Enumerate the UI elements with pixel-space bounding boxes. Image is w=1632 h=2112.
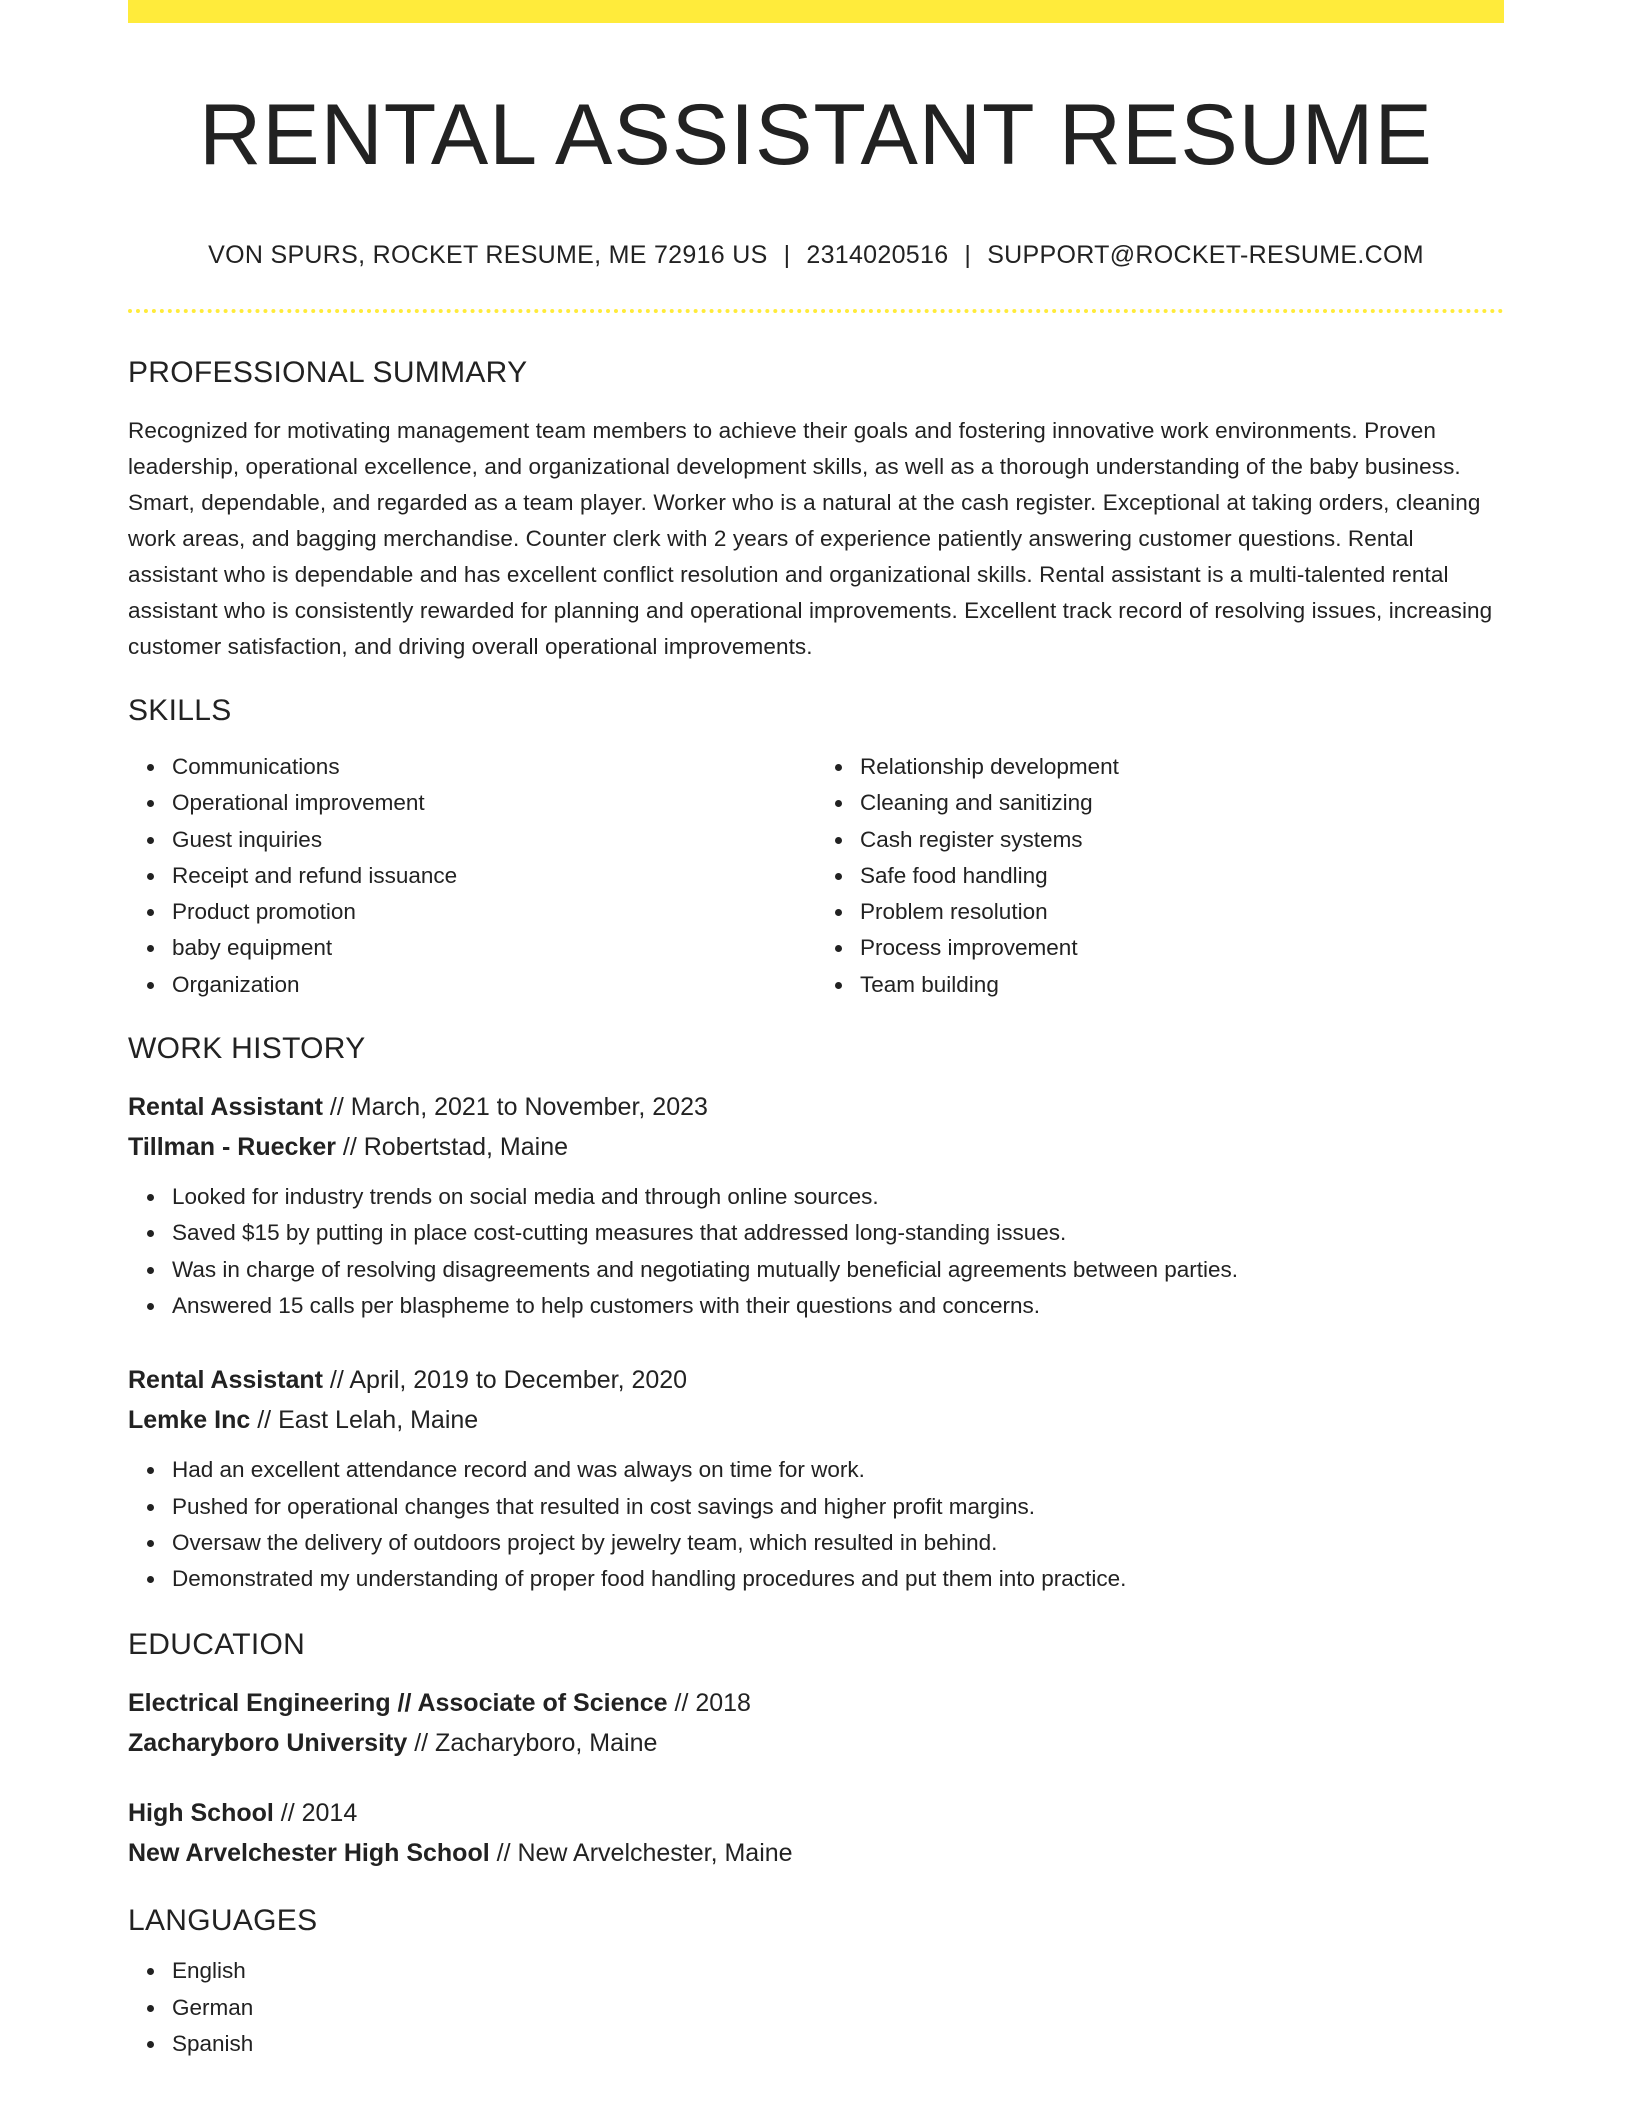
skills-list	[128, 749, 1504, 1003]
job-title-line	[128, 1087, 1504, 1127]
education-school: New Arvelchester High School	[128, 1839, 490, 1868]
job-location: // Robertstad, Maine	[335, 1133, 569, 1162]
top-accent-bar	[128, 0, 1504, 23]
education-degree-line	[128, 1793, 1504, 1833]
skills-column-left	[128, 749, 816, 1003]
education-school-line	[128, 1833, 1504, 1873]
education-heading: EDUCATION	[128, 1628, 306, 1662]
job-bullet: Was in charge of resolving disagreements and negotiating mutually beneficial agreements between parties.	[172, 1252, 1504, 1288]
job-company-line	[128, 1127, 1504, 1167]
job-dates: // March, 2021 to November, 2023	[322, 1093, 708, 1122]
contact-line	[128, 239, 1504, 271]
skill-item: Cleaning and sanitizing	[860, 785, 1504, 821]
job-bullet: Answered 15 calls per blaspheme to help customers with their questions and concerns.	[172, 1288, 1504, 1324]
job-bullet-list	[128, 1179, 1504, 1324]
skill-item: Relationship development	[860, 749, 1504, 785]
summary-heading: PROFESSIONAL SUMMARY	[128, 356, 528, 389]
skill-item: Problem resolution	[860, 894, 1504, 930]
skill-item: Receipt and refund issuance	[172, 858, 816, 894]
language-item: German	[172, 1990, 1504, 2026]
job-dates: // April, 2019 to December, 2020	[322, 1366, 688, 1395]
skill-item: Safe food handling	[860, 858, 1504, 894]
skill-item: Cash register systems	[860, 822, 1504, 858]
job-company-line	[128, 1400, 1504, 1440]
skills-heading: SKILLS	[128, 694, 232, 727]
job-bullet: Had an excellent attendance record and was always on time for work.	[172, 1452, 1504, 1488]
education-entry	[128, 1683, 1504, 1763]
job-bullet: Saved $15 by putting in place cost-cutting measures that addressed long-standing issues.	[172, 1215, 1504, 1251]
job-title: Rental Assistant	[128, 1366, 323, 1395]
language-item: Spanish	[172, 2026, 1504, 2062]
skill-item: Guest inquiries	[172, 822, 816, 858]
education-school-line	[128, 1723, 1504, 1763]
skill-item: Operational improvement	[172, 785, 816, 821]
job-company: Tillman - Ruecker	[128, 1133, 336, 1162]
job-entry	[128, 1360, 1504, 1597]
skill-item: baby equipment	[172, 930, 816, 966]
job-bullet: Looked for industry trends on social media and through online sources.	[172, 1179, 1504, 1215]
education-year: // 2014	[273, 1799, 358, 1828]
education-school: Zacharyboro University	[128, 1729, 408, 1758]
education-location: // Zacharyboro, Maine	[407, 1729, 658, 1758]
contact-separator: |	[964, 241, 972, 269]
languages-list	[128, 1953, 1504, 2062]
education-degree-line	[128, 1683, 1504, 1723]
job-title-line	[128, 1360, 1504, 1400]
job-location: // East Lelah, Maine	[250, 1406, 479, 1435]
resume-page	[128, 0, 1504, 2062]
dotted-divider	[128, 309, 1504, 313]
education-year: // 2018	[667, 1689, 751, 1718]
education-entry	[128, 1793, 1504, 1873]
job-bullet: Oversaw the delivery of outdoors project by jewelry team, which resulted in behind.	[172, 1525, 1504, 1561]
skill-item: Process improvement	[860, 930, 1504, 966]
education-location: // New Arvelchester, Maine	[489, 1839, 793, 1868]
education-degree: High School	[128, 1799, 274, 1828]
contact-address: VON SPURS, ROCKET RESUME, ME 72916 US	[208, 241, 768, 269]
contact-email[interactable]: SUPPORT@ROCKET-RESUME.COM	[987, 241, 1424, 269]
education-degree: Electrical Engineering // Associate of Science	[128, 1689, 668, 1718]
language-item: English	[172, 1953, 1504, 1989]
contact-separator: |	[783, 241, 791, 269]
job-bullet-list	[128, 1452, 1504, 1597]
skill-item: Communications	[172, 749, 816, 785]
skill-item: Organization	[172, 967, 816, 1003]
languages-heading: LANGUAGES	[128, 1904, 318, 1938]
resume-title: RENTAL ASSISTANT RESUME	[199, 87, 1433, 183]
job-entry	[128, 1087, 1504, 1324]
job-bullet: Demonstrated my understanding of proper food handling procedures and put them into practice.	[172, 1561, 1504, 1597]
summary-text: Recognized for motivating management team members to achieve their goals and fostering innovative work environments. Proven leadership, operational excellence, and organizational development skills, as well as a thorough understanding of the baby business. Smart, dependable, and regarded as a team player. Worker who is a natural at the cash register. Exceptional at taking orders, cleaning work areas, and bagging merchandise. Counter clerk with 2 years of experience patiently answering customer questions. Rental assistant who is dependable and has excellent conflict resolution and organizational skills. Rental assistant is a multi-talented rental assistant who is consistently rewarded for planning and operational improvements. Excellent track record of resolving issues, increasing customer satisfaction, and driving overall operational improvements.	[128, 418, 1493, 659]
skill-item: Product promotion	[172, 894, 816, 930]
work-history-heading: WORK HISTORY	[128, 1032, 366, 1066]
skills-column-right	[816, 749, 1504, 1003]
job-company: Lemke Inc	[128, 1406, 251, 1435]
contact-phone: 2314020516	[806, 241, 949, 269]
job-bullet: Pushed for operational changes that resulted in cost savings and higher profit margins.	[172, 1489, 1504, 1525]
skill-item: Team building	[860, 967, 1504, 1003]
job-title: Rental Assistant	[128, 1093, 323, 1122]
